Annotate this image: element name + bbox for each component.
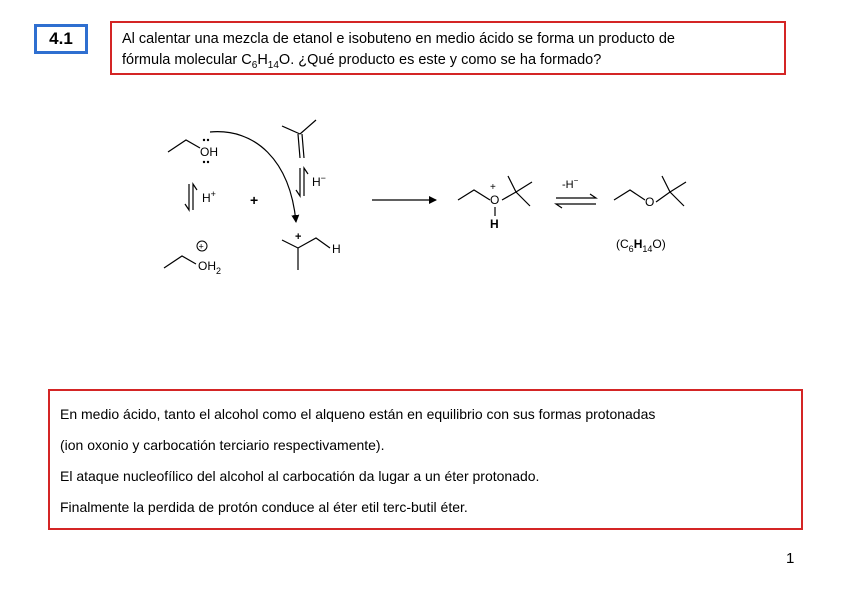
protonated-ether-o: O: [490, 193, 500, 207]
explanation-line-2: (ion oxonio y carbocatión terciario respectivamente).: [60, 437, 385, 453]
carbocation-charge: +: [295, 231, 302, 243]
question-box: [110, 21, 786, 75]
isobutene-skeleton: [282, 120, 316, 158]
ether-o: O: [645, 195, 655, 209]
page-number: 1: [786, 550, 795, 567]
oxonium-ion-skeleton: [164, 256, 196, 268]
reaction-scheme: [140, 100, 700, 290]
carbocation-h-label: H: [332, 242, 341, 256]
ethanol-skeleton: [168, 140, 200, 152]
explanation-line-1: En medio ácido, tanto el alcohol como el alqueno están en equilibrio con sus formas protonadas: [60, 406, 656, 422]
explanation-line-3: El ataque nucleofílico del alcohol al carbocatión da lugar a un éter protonado.: [60, 468, 540, 484]
protonated-ether-h: H: [490, 217, 499, 231]
hydride-label: H−: [312, 173, 326, 189]
explanation-line-4: Finalmente la perdida de protón conduce al éter etil terc-butil éter.: [60, 499, 468, 515]
problem-number: 4.1: [49, 29, 73, 48]
protonated-ether-charge: +: [490, 182, 496, 193]
deprotonation-label: -H−: [562, 176, 579, 191]
question-line-2: fórmula molecular $C_6H_{14}O$. ¿Qué producto es este y como se ha formado?: [122, 52, 602, 71]
carbocation-skeleton: [282, 238, 330, 270]
equilibrium-arrow-left: [185, 184, 197, 210]
proton-label: H+: [202, 189, 216, 205]
question-line-1: Al calentar una mezcla de etanol e isobuteno en medio ácido se forma un producto de: [122, 31, 675, 47]
plus-sign: +: [250, 192, 259, 208]
oxonium-oh2-label: $OH_2$: [198, 259, 222, 276]
explanation-box: [48, 389, 803, 530]
equilibrium-arrow-deprotonation: [556, 194, 596, 208]
equilibrium-arrow-right: [296, 168, 308, 196]
problem-number-box: [34, 24, 88, 54]
product-formula: $(C_6H_{14}O)$: [616, 237, 666, 254]
oxonium-charge: +: [198, 241, 204, 252]
ethanol-oh-label: OH: [200, 145, 218, 159]
nucleophilic-attack-arrow: [210, 132, 296, 222]
